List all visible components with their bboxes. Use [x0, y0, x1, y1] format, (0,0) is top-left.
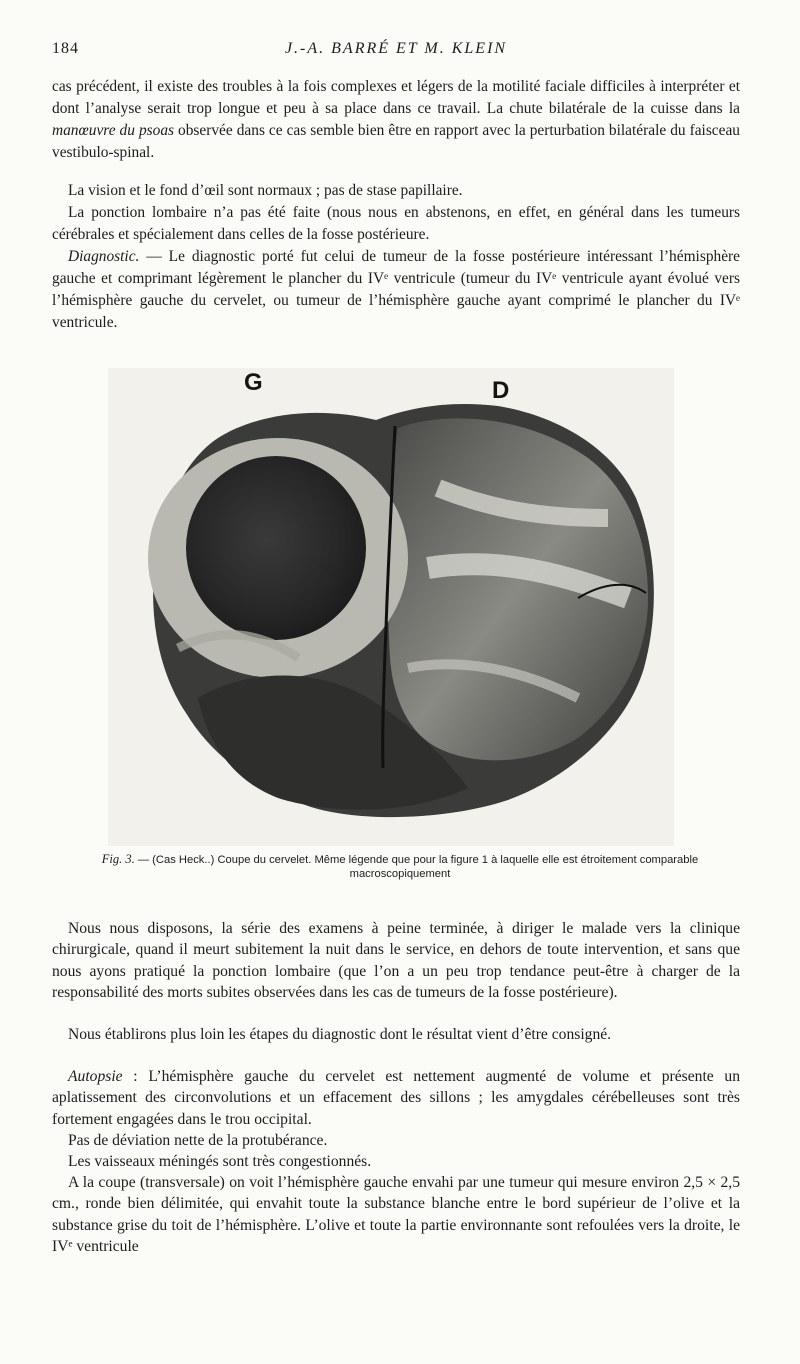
paragraph-1 [52, 76, 740, 164]
autopsie-heading: Autopsie [68, 1068, 123, 1085]
running-title: J.-A. BARRÉ ET M. KLEIN [284, 40, 508, 57]
paragraph-1-italic: manœuvre du psoas [52, 122, 175, 139]
paragraph-1-text: cas précédent, il existe des troubles à la fois complexes et légers de la motilité faciale difficiles à interpréter et dont l’analyse serait trop longue et peu à sa place dans ce travail. La chute bilatérale de la cuisse dans la [52, 78, 740, 117]
paragraph-2: La vision et le fond d’œil sont normaux ; pas de stase papillaire. [68, 182, 463, 199]
paragraph-8: Pas de déviation nette de la protubérance. [68, 1132, 328, 1149]
label-left-g: G [244, 369, 263, 396]
label-right-d: D [492, 377, 510, 404]
paragraph-4 [52, 246, 740, 334]
paragraph-5: Nous nous disposons, la série des examens à peine terminée, à diriger le malade vers la clinique chirurgicale, quand il meurt subitement la nuit dans le service, en dehors de toute intervention, et sans que nous ayons pratiqué la ponction lombaire (que l’on a un peu trop tendance peut-être à charger de la responsabilité des morts subites observées dans les cas de tumeurs de la fosse postérieure). [52, 920, 740, 1002]
figure-caption [72, 852, 728, 881]
caption-text: — (Cas Heck..) Coupe du cervelet. Même légende que pour la figure 1 à laquelle elle est étroitement comparable macroscopiquement [134, 854, 699, 880]
paragraph-7 [52, 1066, 740, 1130]
paragraph-7-text: : L’hémisphère gauche du cervelet est nettement augmenté de volume et présente un aplatissement des circonvolutions et un effacement des sillons ; les amygdales cérébelleuses sont très fortement engagées dans le trou occipital. [52, 1068, 740, 1128]
paragraph-3: La ponction lombaire n’a pas été faite (nous nous en abstenons, en effet, en général dans les tumeurs cérébrales et spécialement dans celles de la fosse postérieure. [52, 204, 740, 243]
paragraph-1-end: observée dans ce cas semble bien être en rapport avec la perturbation bilatérale du faisceau vestibulo-spinal. [52, 122, 740, 161]
paragraph-9: Les vaisseaux méningés sont très congestionnés. [68, 1153, 372, 1170]
paragraph-6: Nous établirons plus loin les étapes du diagnostic dont le résultat vient d’être consigné. [68, 1026, 612, 1043]
page-header [52, 40, 740, 64]
tumor-mass [186, 456, 366, 640]
cerebellum-section-figure [108, 368, 674, 846]
paragraph-10: A la coupe (transversale) on voit l’hémisphère gauche envahi par une tumeur qui mesure environ 2,5 × 2,5 cm., ronde bien délimitée, qui envahit toute la substance blanche entre le bord supérieur de l’olive et la substance grise du toit de l’hémisphère. L’olive et toute la partie environnante sont refoulées vers la droite, le IVᵉ ventricule [52, 1174, 740, 1256]
paragraph-4-text: — Le diagnostic porté fut celui de tumeur de la fosse postérieure intéressant l’hémisphère gauche et comprimant légèrement le plancher du IVᵉ ventricule (tumeur du IVᵉ ventricule ayant évolué vers l’hémisphère gauche du cervelet, ou tumeur de l’hémisphère gauche ayant comprimé le plancher du IVᵉ ventricule. [52, 248, 740, 331]
cerebellum-section-image [108, 368, 674, 846]
caption-label: Fig. 3. [101, 852, 135, 866]
diagnostic-heading: Diagnostic. [68, 248, 140, 265]
page-number: 184 [52, 40, 79, 57]
